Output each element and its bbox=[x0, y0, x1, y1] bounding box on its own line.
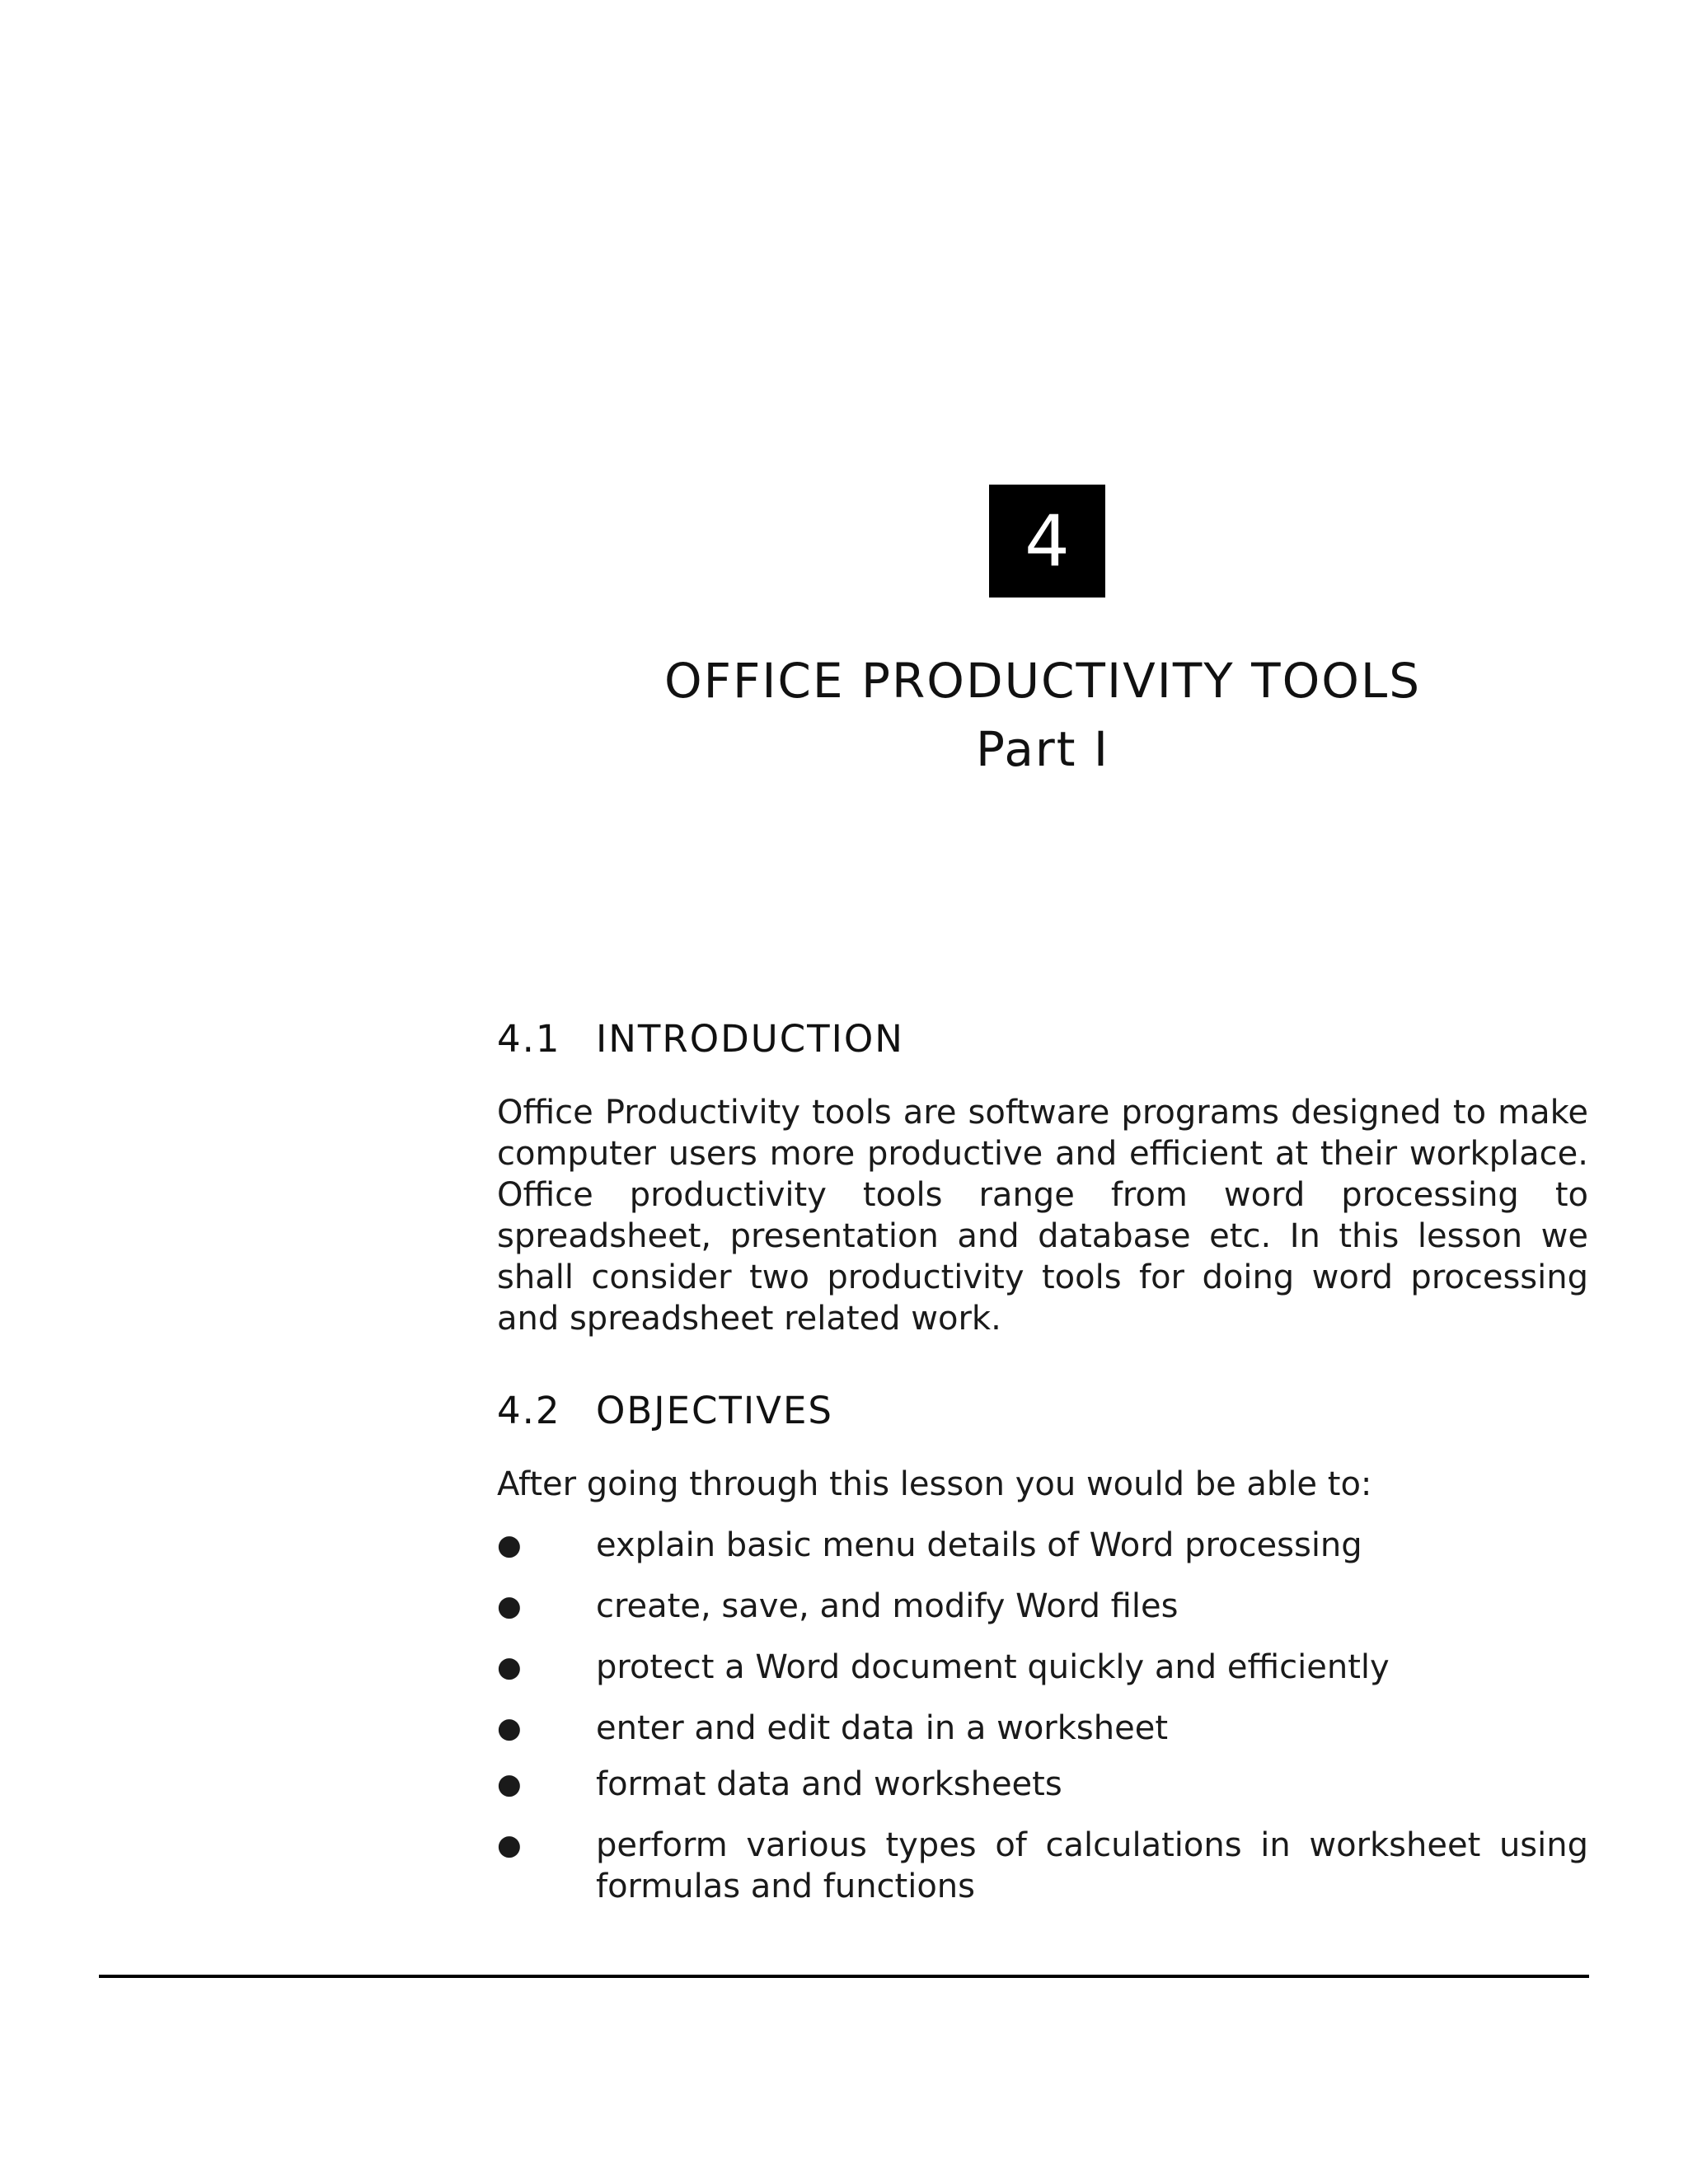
bullet-icon: ● bbox=[497, 1651, 522, 1684]
list-item-text: create, save, and modify Word files bbox=[596, 1587, 1179, 1625]
list-item-text: explain basic menu details of Word processing bbox=[596, 1526, 1362, 1564]
chapter-number-box bbox=[989, 485, 1105, 598]
chapter-title: OFFICE PRODUCTIVITY TOOLS bbox=[663, 653, 1422, 709]
list-item bbox=[497, 1647, 1588, 1688]
list-item bbox=[497, 1708, 1588, 1749]
chapter-subtitle: Part I bbox=[975, 721, 1110, 777]
list-item-text: enter and edit data in a worksheet bbox=[596, 1709, 1169, 1747]
list-item bbox=[497, 1764, 1588, 1805]
section-heading-introduction bbox=[497, 1017, 904, 1061]
list-item-text: protect a Word document quickly and efficiently bbox=[596, 1648, 1390, 1686]
bullet-icon: ● bbox=[497, 1712, 522, 1745]
objectives-lead: After going through this lesson you would be able to: bbox=[497, 1465, 1372, 1503]
bullet-icon: ● bbox=[497, 1529, 522, 1562]
section-heading-objectives bbox=[497, 1389, 833, 1432]
list-item-text: perform various types of calculations in worksheet using formulas and functions bbox=[596, 1826, 1588, 1905]
bullet-icon: ● bbox=[497, 1590, 522, 1623]
bullet-icon: ● bbox=[497, 1829, 522, 1862]
section-title: INTRODUCTION bbox=[596, 1017, 904, 1061]
list-item-text: format data and worksheets bbox=[596, 1765, 1062, 1803]
list-item bbox=[497, 1586, 1588, 1627]
list-item bbox=[497, 1825, 1588, 1907]
section-title: OBJECTIVES bbox=[596, 1389, 833, 1432]
introduction-paragraph: Office Productivity tools are software programs designed to make computer users more productive and efficient at their workplace. Office productivity tools range from word processing to spreadsheet, presentation and database etc. In this lesson we shall consider two productivity tools for doing word processing and spreadsheet related work. bbox=[497, 1094, 1588, 1338]
footer-divider bbox=[99, 1975, 1589, 1978]
section-number: 4.2 bbox=[497, 1389, 561, 1432]
chapter-number: 4 bbox=[1025, 499, 1070, 583]
section-number: 4.1 bbox=[497, 1017, 561, 1061]
bullet-icon: ● bbox=[497, 1768, 522, 1801]
list-item bbox=[497, 1525, 1588, 1566]
